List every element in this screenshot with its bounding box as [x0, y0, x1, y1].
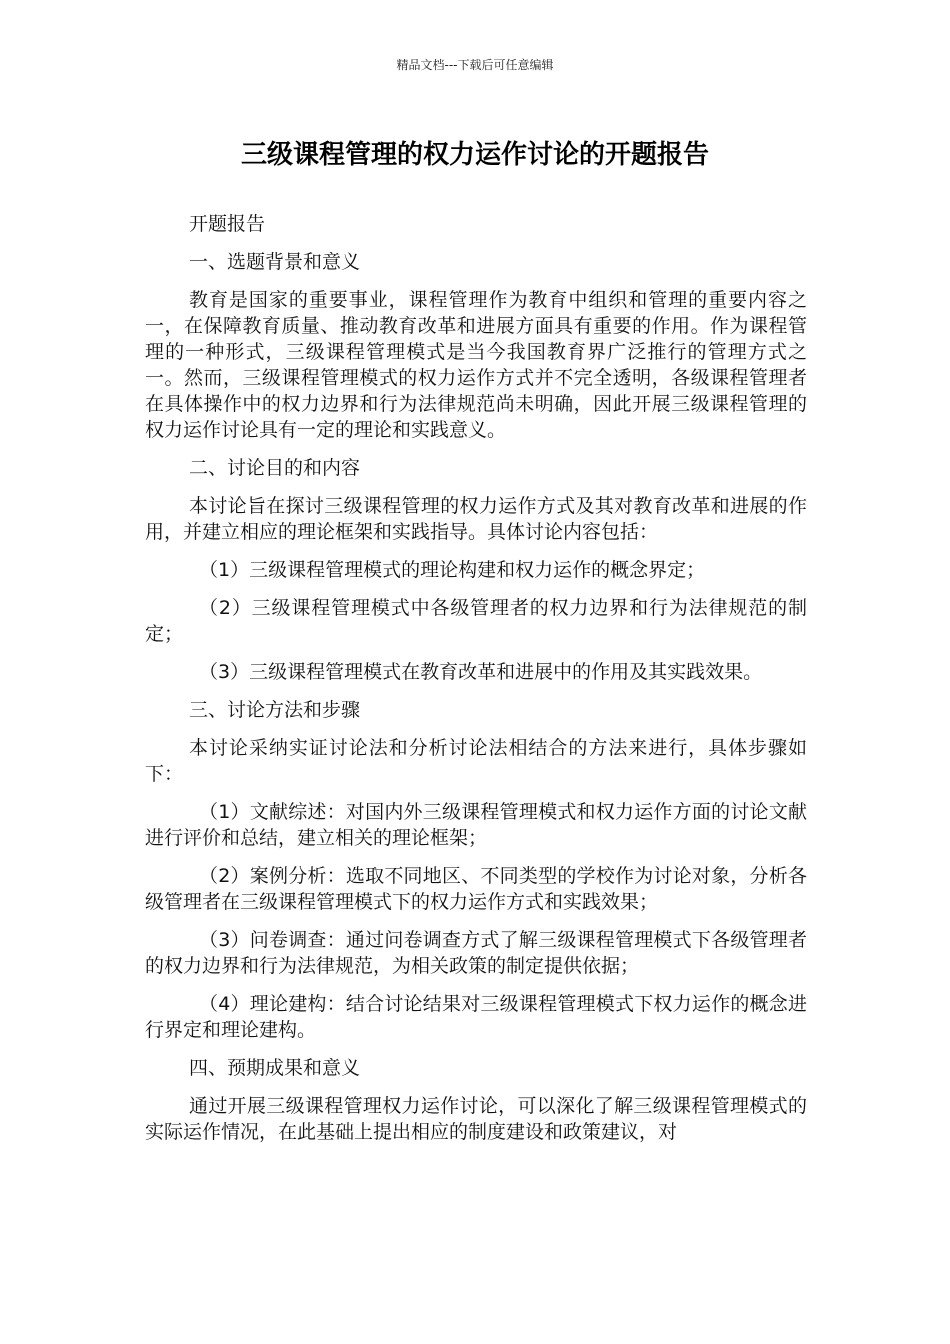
list-item-purpose-1: （1）三级课程管理模式的理论构建和权力运作的概念界定； [199, 559, 706, 581]
paragraph-outcomes: 通过开展三级课程管理权力运作讨论，可以深化了解三级课程管理模式的实际运作情况，在此基础上提出相应的制度建设和政策建议，对 [145, 1095, 807, 1143]
section-heading-purpose: 二、讨论目的和内容 [189, 457, 361, 479]
document-body [145, 211, 807, 1157]
page-header: 精品文档---下载后可任意编辑 [396, 58, 554, 72]
paragraph-methods: 本讨论采纳实证讨论法和分析讨论法相结合的方法来进行，具体步骤如下： [145, 737, 807, 785]
document-title: 三级课程管理的权力运作讨论的开题报告 [240, 140, 709, 170]
list-item-purpose-3: （3）三级课程管理模式在教育改革和进展中的作用及其实践效果。 [199, 661, 763, 683]
report-label: 开题报告 [189, 213, 266, 235]
paragraph-purpose: 本讨论旨在探讨三级课程管理的权力运作方式及其对教育改革和进展的作用，并建立相应的理论框架和实践指导。具体讨论内容包括： [145, 495, 807, 543]
list-item-purpose-2: （2）三级课程管理模式中各级管理者的权力边界和行为法律规范的制定； [145, 597, 807, 645]
section-heading-methods: 三、讨论方法和步骤 [189, 699, 361, 721]
list-item-method-4: （4）理论建构：结合讨论结果对三级课程管理模式下权力运作的概念进行界定和理论建构。 [145, 993, 807, 1041]
list-item-method-3: （3）问卷调查：通过问卷调查方式了解三级课程管理模式下各级管理者的权力边界和行为法律规范，为相关政策的制定提供依据； [145, 929, 807, 977]
paragraph-background: 教育是国家的重要事业，课程管理作为教育中组织和管理的重要内容之一，在保障教育质量、推动教育改革和进展方面具有重要的作用。作为课程管理的一种形式，三级课程管理模式是当今我国教育界广泛推行的管理方式之一。然而，三级课程管理模式的权力运作方式并不完全透明，各级课程管理者在具体操作中的权力边界和行为法律规范尚未明确，因此开展三级课程管理的权力运作讨论具有一定的理论和实践意义。 [145, 289, 807, 441]
section-heading-background: 一、选题背景和意义 [189, 251, 361, 273]
list-item-method-2: （2）案例分析：选取不同地区、不同类型的学校作为讨论对象，分析各级管理者在三级课程管理模式下的权力运作方式和实践效果； [145, 865, 807, 913]
list-item-method-1: （1）文献综述：对国内外三级课程管理模式和权力运作方面的讨论文献进行评价和总结，建立相关的理论框架； [145, 801, 807, 849]
section-heading-outcomes: 四、预期成果和意义 [189, 1057, 361, 1079]
